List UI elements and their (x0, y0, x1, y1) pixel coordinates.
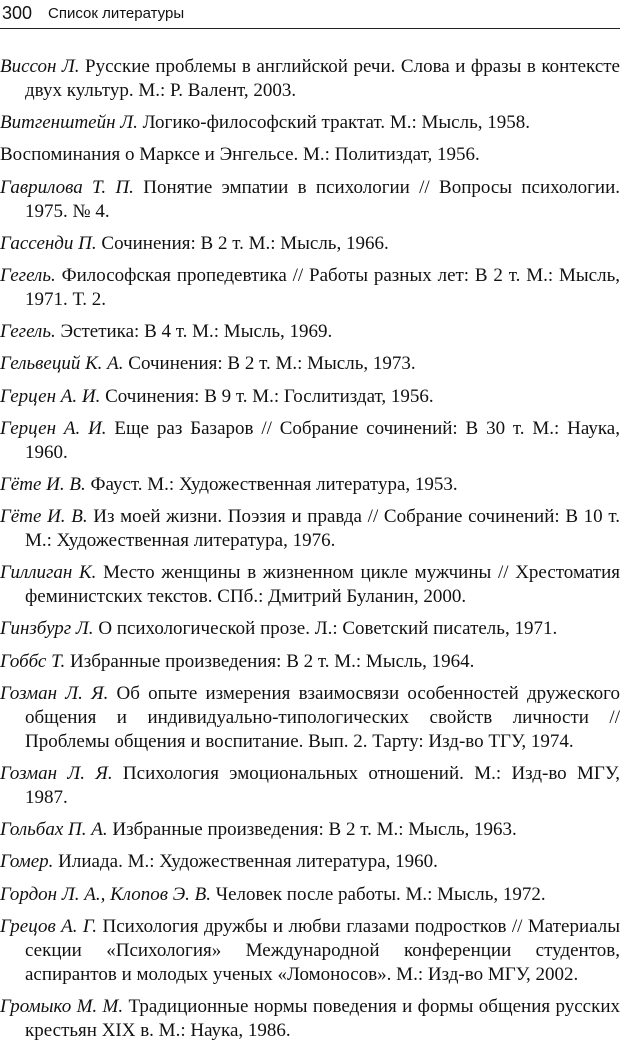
entry-author: Гиллиган К. (0, 562, 97, 584)
bibliography-entry (0, 417, 620, 465)
entry-author: Витгенштейн Л. (0, 112, 138, 134)
bibliography-entry (0, 682, 620, 754)
bibliography-entry (0, 915, 620, 987)
bibliography-entry (0, 850, 620, 874)
bibliography-entry (0, 473, 620, 497)
entry-text: Об опыте измерения взаимосвязи особенностей дружеского общения и индивидуально-типологических свойств личности // Проблемы общения и воспитание. Вып. 2. Тарту: Изд-во ТГУ, 1974. (25, 682, 620, 752)
entry-text: О психологической прозе. Л.: Советский писатель, 1971. (93, 618, 558, 640)
entry-author: Гельвеций К. А. (0, 353, 124, 375)
entry-author: Гассенди П. (0, 232, 97, 254)
entry-author: Гинзбург Л. (0, 618, 94, 640)
bibliography-entry (0, 505, 620, 553)
entry-author: Гегель. (0, 321, 56, 343)
entry-author: Гомер. (0, 851, 54, 873)
entry-author: Гёте И. В. (0, 506, 88, 528)
bibliography-entry (0, 232, 620, 256)
entry-text: Илиада. М.: Художественная литература, 1960. (53, 851, 438, 873)
entry-text: Традиционные нормы поведения и формы общения русских крестьян XIX в. М.: Наука, 1986. (25, 995, 620, 1041)
entry-author: Гёте И. В. (0, 473, 86, 495)
entry-text: Психология дружбы и любви глазами подростков // Материалы секции «Психология» Международной конференции студентов, аспирантов и молодых ученых «Ломоносов». М.: Изд-во МГУ, 2002. (25, 915, 620, 985)
bibliography-entry (0, 264, 620, 312)
bibliography-entry (0, 650, 620, 674)
entry-author: Гозман Л. Я. (0, 682, 109, 704)
entry-author: Гозман Л. Я. (0, 763, 113, 784)
bibliography-entry (0, 111, 620, 135)
entry-text: Место женщины в жизненном цикле мужчины // Хрестоматия феминистских текстов. СПб.: Дмитрий Буланин, 2000. (25, 562, 620, 608)
entry-text: Понятие эмпатии в психологии // Вопросы психологии. 1975. № 4. (25, 176, 620, 222)
bibliography-entry (0, 995, 620, 1043)
entry-text: Избранные произведения: В 2 т. М.: Мысль, 1963. (107, 819, 517, 841)
bibliography-entry (0, 143, 620, 167)
entry-text: Еще раз Базаров // Собрание сочинений: В 30 т. М.: Наука, 1960. (25, 417, 620, 463)
bibliography-entry (0, 320, 620, 344)
page-header (0, 2, 620, 28)
entry-text: Русские проблемы в английской речи. Слова и фразы в контексте двух культур. М.: Р. Валент, 2003. (25, 56, 620, 101)
running-title: Список литературы (48, 5, 185, 22)
bibliography-entry (0, 176, 620, 224)
entry-text: Воспоминания о Марксе и Энгельсе. М.: Политиздат, 1956. (0, 144, 480, 166)
entry-text: Из моей жизни. Поэзия и правда // Собрание сочинений: В 10 т. М.: Художественная литература, 1976. (25, 506, 620, 552)
bibliography-entry (0, 352, 620, 376)
entry-author: Гоббс Т. (0, 650, 66, 672)
bibliography-entry (0, 617, 620, 641)
entry-text: Психология эмоциональных отношений. М.: Изд-во МГУ, 1987. (25, 763, 620, 808)
entry-text: Философская пропедевтика // Работы разных лет: В 2 т. М.: Мысль, 1971. Т. 2. (25, 264, 620, 310)
entry-text: Сочинения: В 9 т. М.: Гослитиздат, 1956. (100, 385, 434, 407)
bibliography-entry (0, 385, 620, 409)
entry-text: Сочинения: В 2 т. М.: Мысль, 1966. (96, 232, 389, 254)
entry-author: Гольбах П. А. (0, 819, 108, 841)
entry-text: Сочинения: В 2 т. М.: Мысль, 1973. (123, 353, 416, 375)
page-number: 300 (2, 3, 33, 23)
bibliography-entry (0, 55, 620, 103)
entry-text: Избранные произведения: В 2 т. М.: Мысль, 1964. (65, 650, 475, 672)
bibliography-entry (0, 883, 620, 907)
bibliography-entry (0, 561, 620, 609)
entry-text: Фауст. М.: Художественная литература, 1953. (85, 473, 458, 495)
entry-author: Громыко М. М. (0, 995, 124, 1017)
entry-author: Гаврилова Т. П. (0, 176, 134, 198)
entry-author: Виссон Л. (0, 56, 80, 77)
bibliography-entry (0, 818, 620, 842)
bibliography-list (0, 55, 620, 1051)
header-rule (0, 28, 620, 29)
bibliography-entry (0, 762, 620, 810)
entry-author: Грецов А. Г. (0, 915, 98, 937)
entry-author: Герцен А. И. (0, 385, 101, 407)
entry-text: Логико-философский трактат. М.: Мысль, 1958. (137, 112, 530, 134)
entry-text: Эстетика: В 4 т. М.: Мысль, 1969. (55, 321, 333, 343)
entry-author: Гордон Л. А., Клопов Э. В. (0, 883, 212, 905)
entry-author: Гегель. (0, 264, 56, 286)
entry-author: Герцен А. И. (0, 417, 107, 439)
entry-text: Человек после работы. М.: Мысль, 1972. (211, 883, 546, 905)
